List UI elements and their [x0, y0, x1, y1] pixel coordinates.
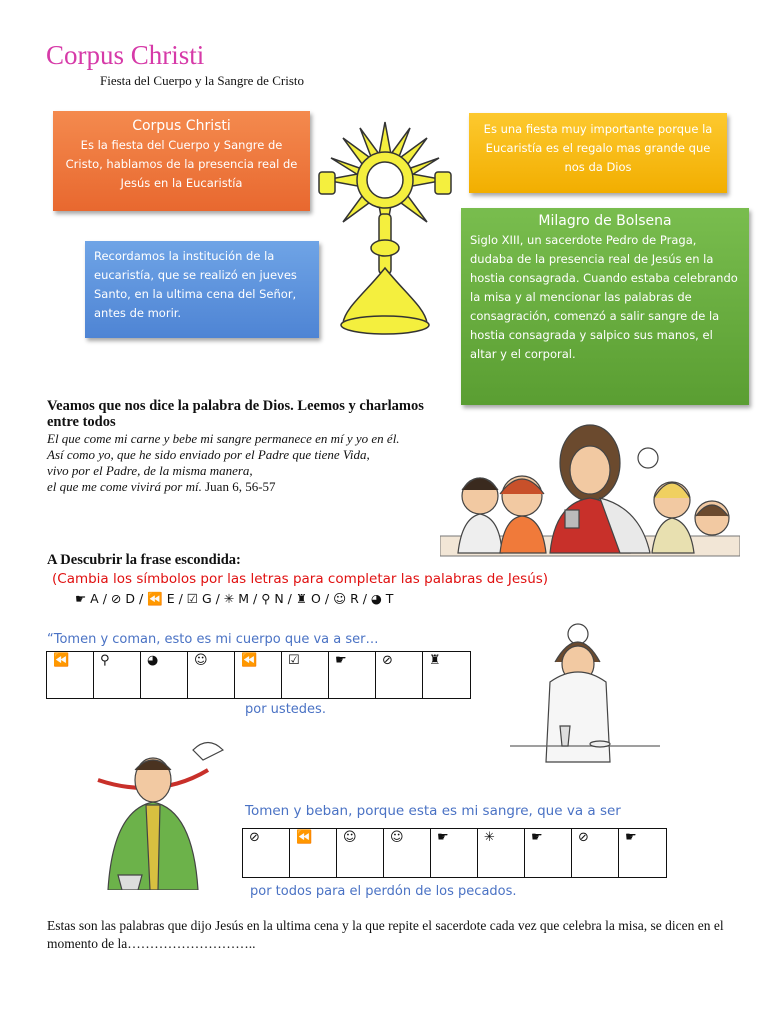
priest-elevation-illustration: [510, 622, 670, 772]
green-box-text: Siglo XIII, un sacerdote Pedro de Praga, dudaba de la presencia real de Jesús en la hostia consagrada. Cuando estaba celebrando la misa y al mencionar las palabras de consagración, comenzó a salir sangre de la hostia consagrada y salpico sus manos, el altar y el corporal.: [470, 233, 738, 361]
green-info-box: [461, 208, 749, 405]
quote-line: Así como yo, que he sido enviado por el Padre que tiene Vida,: [47, 447, 370, 462]
legend-item: ☑ G /: [186, 591, 220, 606]
phrase1-start: “Tomen y coman, esto es mi cuerpo que va a ser…: [47, 632, 379, 647]
orange-box-text: Es la fiesta del Cuerpo y Sangre de Cristo, hablamos de la presencia real de Jesús en la Eucaristía: [65, 138, 298, 190]
answer-cell[interactable]: ☺: [188, 652, 235, 698]
answer-cell[interactable]: ☺: [384, 829, 431, 877]
legend-item: ⚲ N /: [261, 591, 292, 606]
answer-cell[interactable]: ⏪: [47, 652, 94, 698]
priest-dove-illustration: [38, 730, 248, 890]
blue-info-box: Recordamos la institución de la eucaristía, que se realizó en jueves Santo, en la ultima cena del Señor, antes de morir.: [85, 241, 319, 338]
puzzle-instruction: (Cambia los símbolos por las letras para completar las palabras de Jesús): [52, 571, 549, 587]
answer-cell[interactable]: ⊘: [243, 829, 290, 877]
answer-cell[interactable]: ♜: [429, 653, 441, 668]
puzzle-heading: A Descubrir la frase escondida:: [47, 552, 241, 568]
answer-grid-1: [46, 651, 471, 699]
green-box-title: Milagro de Bolsena: [538, 213, 672, 229]
phrase2-start: Tomen y beban, porque esta es mi sangre, que va a ser: [245, 803, 621, 819]
answer-cell[interactable]: ☑: [282, 652, 329, 698]
answer-cell[interactable]: ☛: [525, 829, 572, 877]
orange-info-box: [53, 111, 310, 211]
answer-grid-2: [242, 828, 667, 878]
reading-heading: Veamos que nos dice la palabra de Dios. Leemos y charlamos entre todos: [47, 398, 424, 430]
answer-cell[interactable]: ⊘: [572, 829, 619, 877]
answer-cell[interactable]: ⚲: [94, 652, 141, 698]
page-title: Corpus Christi: [46, 40, 205, 70]
orange-box-title: Corpus Christi: [132, 118, 231, 134]
quote-line: vivo por el Padre, de la misma manera,: [47, 463, 253, 478]
quote-line: [47, 479, 400, 495]
answer-cell[interactable]: ⊘: [376, 652, 423, 698]
symbol-legend: [75, 591, 393, 607]
quote-reference: Juan 6, 56-57: [205, 479, 276, 494]
answer-cell[interactable]: ☛: [431, 829, 478, 877]
phrase1-end: por ustedes.: [245, 702, 326, 717]
legend-item: ♜ O /: [295, 591, 330, 606]
page-subtitle: Fiesta del Cuerpo y la Sangre de Cristo: [100, 73, 304, 88]
answer-cell[interactable]: ✳: [478, 829, 525, 877]
legend-item: ☺ R /: [333, 591, 367, 606]
closing-text: Estas son las palabras que dijo Jesús en la ultima cena y la que repite el sacerdote cada vez que celebra la misa, se dicen en el momento de la………………………..: [47, 918, 724, 951]
answer-cell[interactable]: ☛: [329, 652, 376, 698]
legend-item: ◕ T: [370, 591, 394, 606]
legend-item: ⊘ D /: [110, 591, 144, 606]
legend-item: ⏪ E /: [147, 591, 183, 606]
answer-cell[interactable]: ◕: [141, 652, 188, 698]
monstrance-illustration: [315, 118, 465, 340]
phrase2-end: por todos para el perdón de los pecados.: [250, 884, 517, 899]
quote-line-text: el que me come vivirá por mí.: [47, 479, 202, 494]
last-supper-illustration: [440, 418, 740, 558]
legend-item: ☛ A /: [75, 591, 107, 606]
quote-line: El que come mi carne y bebe mi sangre permanece en mí y yo en él.: [47, 431, 400, 446]
bible-quote: [47, 431, 400, 495]
answer-cell[interactable]: ☺: [337, 829, 384, 877]
answer-cell[interactable]: ⏪: [290, 829, 337, 877]
yellow-info-box: Es una fiesta muy importante porque la Eucaristía es el regalo mas grande que nos da Dios: [469, 113, 727, 193]
legend-item: ✳ M /: [223, 591, 258, 606]
answer-cell[interactable]: ⏪: [235, 652, 282, 698]
answer-cell[interactable]: ☛: [625, 830, 637, 845]
